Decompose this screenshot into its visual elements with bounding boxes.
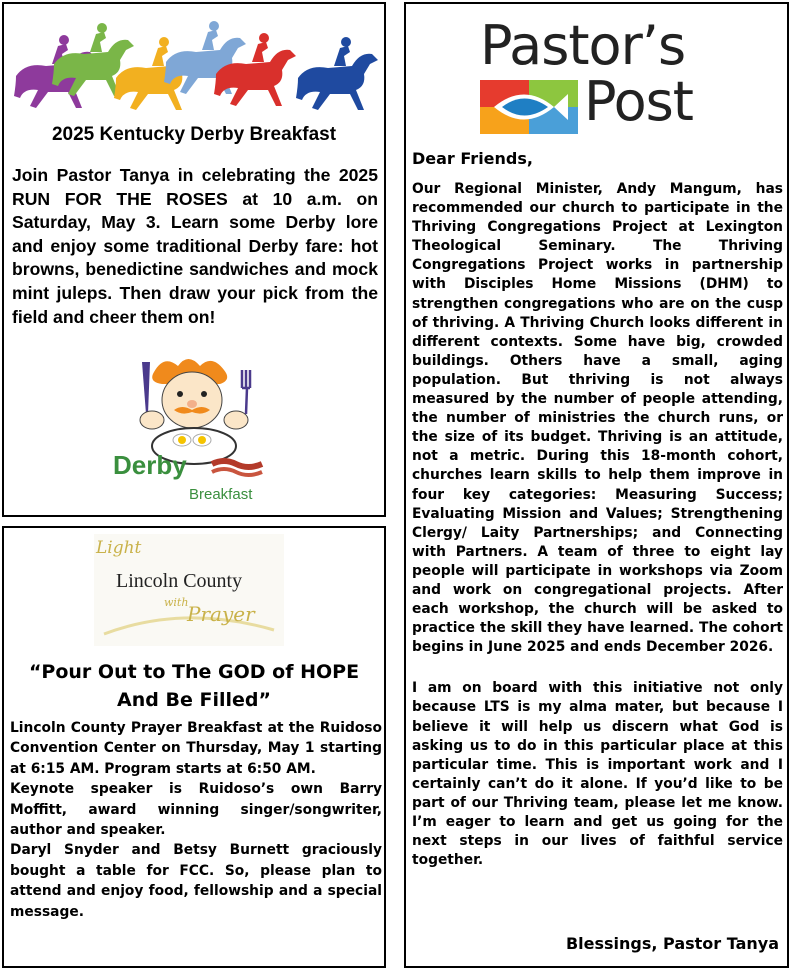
- logo-prayer-text: Prayer: [187, 602, 255, 626]
- breakfast-logo-word: Breakfast: [189, 486, 253, 503]
- pastors-post-logo-line1: Pastor’s: [480, 14, 686, 77]
- pastors-post-logo-line2: Post: [584, 70, 693, 133]
- logo-light-text: Light: [96, 538, 142, 558]
- ichthys-fish-icon: [480, 80, 578, 134]
- logo-with-text: with: [164, 596, 189, 609]
- letter-paragraph: Our Regional Minister, Andy Mangum, has recommended our church to participate in the Thriving Congregations Project at Lexington Theological Seminary. The Thriving Congregations Project works in partnership with Disciples Home Missions (DHM) to strengthen congregations who are on the cusp of thriving. A Thriving Church looks different in different contexts. Some have big, crowded buildings. Others have a small, aging population. But thriving is not always measured by the number of people attending, the number of ministries the church runs, or the size of its budget. Thriving is an attitude, not a metric. During this 18-month cohort, churches learn skills to help them improve in four key categories: Measuring Success; Evaluating Mission and Values; Strengthening Clergy/ Laity Partnerships; and Connecting with Partners. A team of three to eight lay people will participate in workshops via Zoom and work on congregational projects. After each workshop, the church will be asked to practice the skill they have learned. The cohort begins in June 2025 and ends December 2026.: [412, 181, 783, 656]
- derby-logo-word: Derby: [113, 450, 187, 480]
- prayer-details: [10, 718, 382, 922]
- horse-rider-figure: [296, 37, 378, 110]
- derby-title: 2025 Kentucky Derby Breakfast: [51, 124, 337, 145]
- prayer-title: [4, 658, 384, 714]
- pastor-letter: [412, 180, 783, 870]
- prayer-paragraph: Daryl Snyder and Betsy Burnett graciously bought a table for FCC. So, please plan to attend and enjoy food, fellowship and a special message.: [10, 842, 382, 920]
- prayer-title-line1: “Pour Out to The GOD of HOPE: [28, 661, 360, 683]
- prayer-paragraph: Keynote speaker is Ruidoso’s own Barry Moffitt, award winning singer/songwriter, author and speaker.: [10, 781, 382, 839]
- derby-description: Join Pastor Tanya in celebrating the 2025 RUN FOR THE ROSES at 10 a.m. on Saturday, May 3. Learn some Derby lore and enjoy some traditional Derby fare: hot browns, benedictine sandwiches and mock mint juleps. Then draw your pick from the field and cheer them on!: [12, 165, 378, 327]
- greeting: Dear Friends,: [412, 149, 533, 168]
- logo-county-text: Lincoln County: [116, 570, 243, 592]
- signoff: Blessings, Pastor Tanya: [565, 934, 779, 953]
- derby-breakfast-panel: [2, 2, 386, 517]
- prayer-title-line2: And Be Filled”: [117, 689, 271, 711]
- prayer-paragraph: Lincoln County Prayer Breakfast at the Ruidoso Convention Center on Thursday, May 1 starting at 6:15 AM. Program starts at 6:50 AM.: [10, 720, 382, 777]
- pastors-post-panel: [404, 2, 789, 968]
- letter-paragraph: I am on board with this initiative not only because LTS is my alma mater, but because I believe it will help us discern what God is asking us to do in this particular place at this particular time. This is important work and I certainly can’t do it alone. If you’d like to be part of our Thriving team, please let me know. I’m eager to learn and get us going for the next steps in our lives of faithful service together.: [412, 680, 783, 869]
- racing-horses-illustration: [12, 14, 378, 114]
- prayer-breakfast-panel: [2, 526, 386, 968]
